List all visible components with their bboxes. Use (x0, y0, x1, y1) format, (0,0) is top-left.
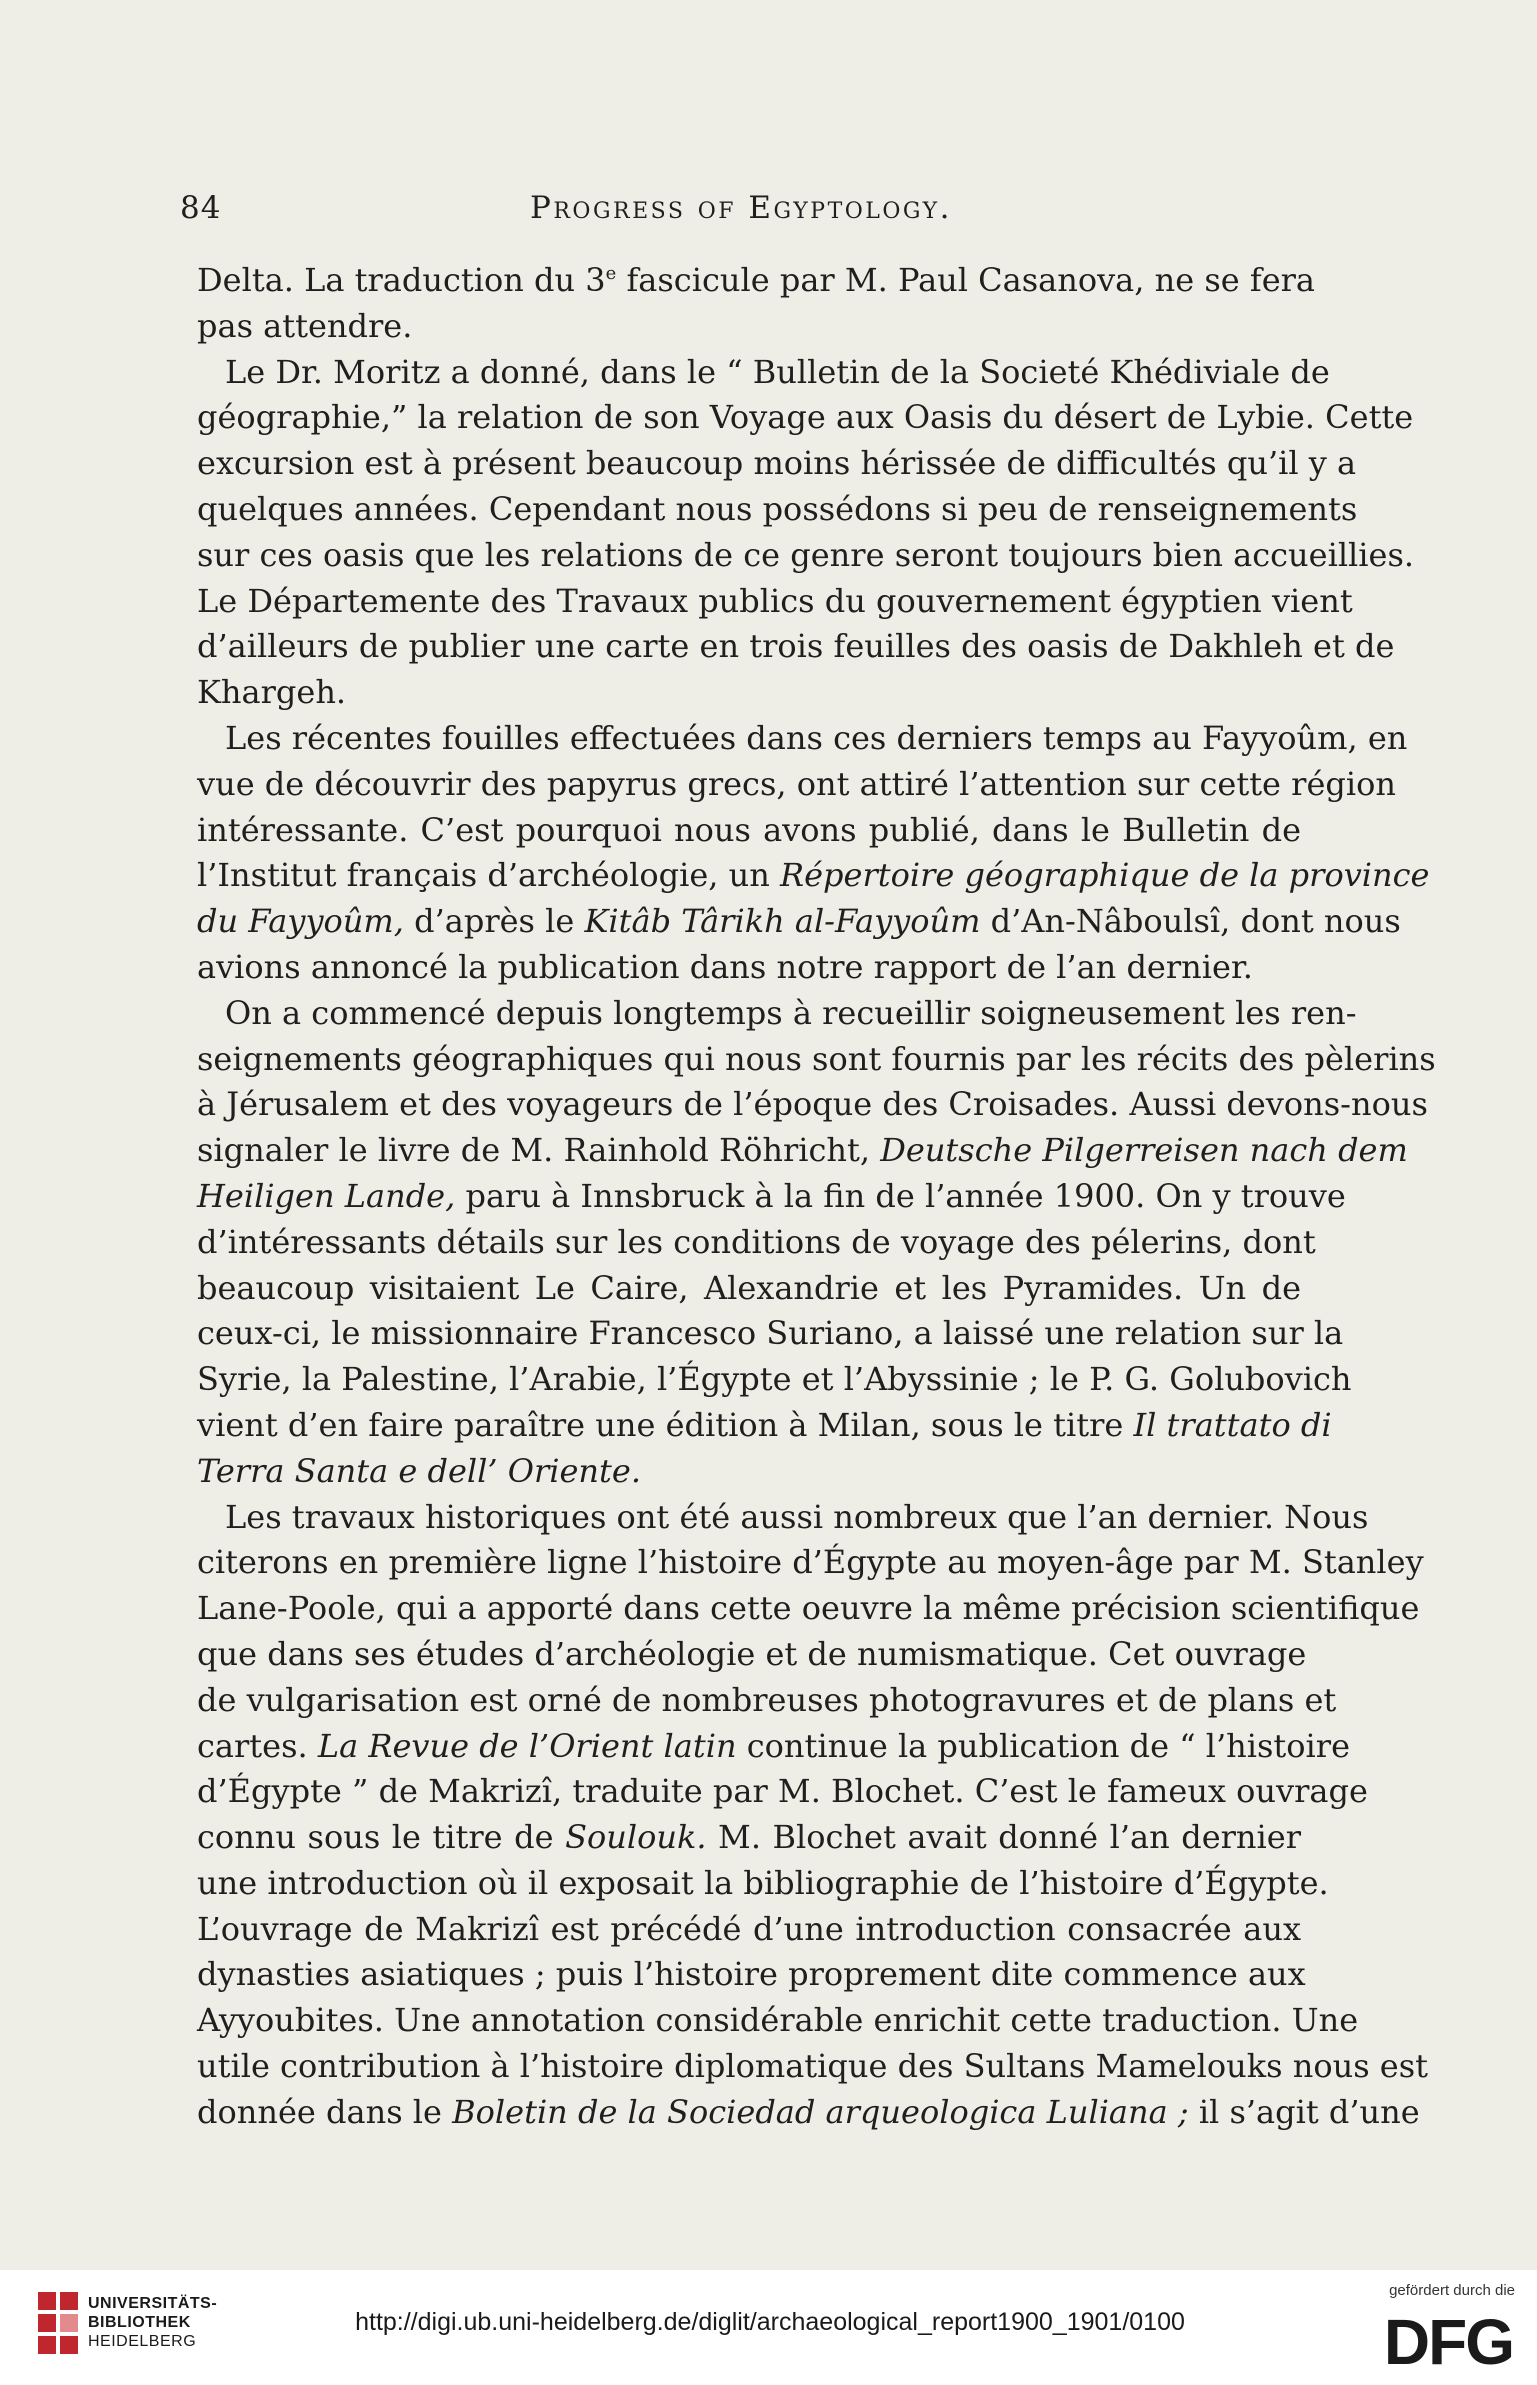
text-segment: l’Institut français d’archéologie, un (197, 856, 780, 895)
funding-note: gefördert durch die (1389, 2282, 1515, 2299)
text-segment: Les récentes fouilles effectuées dans ces derniers temps au Fayyoûm, en (225, 718, 1408, 757)
text-line (197, 579, 1353, 625)
text-line (197, 441, 1357, 487)
text-segment: à Jérusalem et des voyageurs de l’époque des Croisades. Aussi devons-nous (197, 1085, 1428, 1124)
italic-text: Heiligen Lande, (197, 1176, 456, 1215)
text-line (197, 1082, 1428, 1128)
text-segment: il s’agit d’une (1188, 2092, 1420, 2131)
text-line (197, 395, 1414, 441)
text-line (197, 1357, 1352, 1403)
text-line (197, 853, 1430, 899)
italic-text: Kitâb Târikh al-Fayyoûm (584, 902, 981, 941)
text-line (197, 991, 1357, 1037)
text-line (197, 808, 1301, 854)
text-segment: une introduction où il exposait la bibliographie de l’histoire d’Égypte. (197, 1863, 1329, 1902)
text-segment: sur ces oasis que les relations de ce genre seront toujours bien accueillies. (197, 535, 1415, 574)
text-segment: dynasties asiatiques ; puis l’histoire proprement dite commence aux (197, 1955, 1306, 1994)
text-segment: Ayyoubites. Une annotation considérable enrichit cette traduction. Une (197, 2001, 1359, 2040)
italic-text: Terra Santa e dell’ Oriente. (197, 1451, 641, 1490)
text-segment: d’après le (403, 902, 585, 941)
text-line (197, 2090, 1420, 2136)
text-segment: donnée dans le (197, 2092, 453, 2131)
text-segment: Lane-Poole, qui a apporté dans cette oeuvre la même précision scientifique (197, 1589, 1420, 1628)
text-line (197, 1861, 1329, 1907)
italic-text: Il trattato di (1133, 1405, 1332, 1444)
running-head (180, 190, 1317, 230)
body-text (197, 258, 1436, 2136)
text-line (197, 1311, 1344, 1357)
text-segment: vue de découvrir des papyrus grecs, ont attiré l’attention sur cette région (197, 764, 1396, 803)
text-segment: paru à Innsbruck à la fin de l’année 1900. On y trouve (455, 1176, 1346, 1215)
text-segment: continue la publication de “ l’histoire (736, 1726, 1350, 1765)
text-segment: pas attendre. (197, 306, 413, 345)
text-segment: beaucoup visitaient Le Caire, Alexandrie et les Pyramides. Un de (197, 1268, 1301, 1307)
library-name-line3: HEIDELBERG (88, 2333, 197, 2350)
text-line (197, 1998, 1359, 2044)
text-segment: Khargeh. (197, 673, 347, 712)
text-line (197, 1632, 1307, 1678)
text-line (197, 1678, 1337, 1724)
text-segment: Les travaux historiques ont été aussi nombreux que l’an dernier. Nous (225, 1497, 1369, 1536)
text-segment: d’intéressants détails sur les conditions de voyage des pélerins, dont (197, 1222, 1316, 1261)
italic-text: Soulouk. (565, 1818, 707, 1857)
text-segment: utile contribution à l’histoire diplomatique des Sultans Mamelouks nous est (197, 2047, 1429, 2086)
text-segment: M. Blochet avait donné l’an dernier (706, 1818, 1302, 1857)
text-segment: d’An-Nâboulsî, dont nous (980, 902, 1401, 941)
text-segment: excursion est à présent beaucoup moins hérissée de difficultés qu’il y a (197, 444, 1357, 483)
text-line (197, 1220, 1316, 1266)
text-segment: d’ailleurs de publier une carte en trois feuilles des oasis de Dakhleh et de (197, 627, 1395, 666)
library-name (88, 2294, 217, 2351)
text-segment: de vulgarisation est orné de nombreuses photogravures et de plans et (197, 1680, 1337, 1719)
text-line (197, 899, 1401, 945)
italic-text: Deutsche Pilgerreisen nach dem (880, 1131, 1408, 1170)
text-line (197, 1724, 1350, 1770)
italic-text: Répertoire géographique de la province (779, 856, 1430, 895)
text-segment: quelques années. Cependant nous possédons si peu de renseignements (197, 489, 1358, 528)
text-line (197, 258, 1315, 304)
italic-text: Boletin de la Sociedad arqueologica Luliana ; (452, 2092, 1189, 2131)
text-segment: seignements géographiques qui nous sont fournis par les récits des pèlerins (197, 1039, 1436, 1078)
text-segment: On a commencé depuis longtemps à recueillir soigneusement les ren- (225, 993, 1357, 1032)
text-segment: citerons en première ligne l’histoire d’Égypte au moyen-âge par M. Stanley (197, 1543, 1424, 1582)
text-line (197, 1449, 1301, 1495)
running-title: Progress of Egyptology. (530, 190, 952, 226)
text-line (197, 716, 1408, 762)
text-segment: connu sous le titre de (197, 1818, 566, 1857)
text-line (197, 304, 1301, 350)
text-line (197, 1037, 1436, 1083)
italic-text: du Fayyoûm, (197, 902, 404, 941)
text-segment: vient d’en faire paraître une édition à Milan, sous le titre (197, 1405, 1134, 1444)
superscript-text: e (605, 263, 617, 284)
text-line (197, 624, 1395, 670)
university-library-logo-icon (36, 2290, 82, 2366)
text-segment: L’ouvrage de Makrizî est précédé d’une introduction consacrée aux (197, 1909, 1301, 1948)
text-segment: Syrie, la Palestine, l’Arabie, l’Égypte et l’Abyssinie ; le P. G. Golubovich (197, 1360, 1352, 1399)
text-segment: Le Départemente des Travaux publics du gouvernement égyptien vient (197, 581, 1353, 620)
text-line (197, 2044, 1429, 2090)
text-segment: intéressante. C’est pourquoi nous avons publié, dans le Bulletin de (197, 810, 1301, 849)
text-line (197, 1495, 1369, 1541)
library-name-line1: UNIVERSITÄTS- (88, 2295, 218, 2312)
text-segment: ceux-ci, le missionnaire Francesco Suriano, a laissé une relation sur la (197, 1314, 1344, 1353)
text-segment: d’Égypte ” de Makrizî, traduite par M. Blochet. C’est le fameux ouvrage (197, 1772, 1368, 1811)
text-line (197, 1586, 1420, 1632)
page-number: 84 (180, 190, 222, 226)
text-line (197, 533, 1415, 579)
library-name-line2: BIBLIOTHEK (88, 2314, 191, 2331)
text-segment: signaler le livre de M. Rainhold Röhricht, (197, 1131, 881, 1170)
text-segment: géographie,” la relation de son Voyage aux Oasis du désert de Lybie. Cette (197, 398, 1414, 437)
text-segment: Le Dr. Moritz a donné, dans le “ Bulletin de la Societé Khédiviale de (225, 352, 1330, 391)
text-line (197, 1174, 1346, 1220)
dfg-logo: DFG (1383, 2306, 1513, 2378)
text-segment: fascicule par M. Paul Casanova, ne se fera (616, 261, 1315, 299)
text-line (197, 350, 1330, 396)
text-line (197, 1769, 1368, 1815)
text-line (197, 670, 1301, 716)
text-line (197, 1952, 1306, 1998)
text-segment: que dans ses études d’archéologie et de numismatique. Cet ouvrage (197, 1634, 1307, 1673)
digitization-footer (0, 2270, 1537, 2385)
text-line (197, 1540, 1424, 1586)
text-segment: avions annoncé la publication dans notre rapport de l’an dernier. (197, 947, 1253, 986)
text-line (197, 1907, 1301, 1953)
text-line (197, 945, 1301, 991)
text-line (197, 1266, 1301, 1312)
text-line (197, 1403, 1332, 1449)
text-segment: Delta. La traduction du 3 (197, 261, 606, 299)
text-line (197, 1815, 1301, 1861)
text-line (197, 1128, 1408, 1174)
permalink-url[interactable]: http://digi.ub.uni-heidelberg.de/diglit/archaeological_report1900_1901/0100 (355, 2308, 1185, 2336)
text-line (197, 487, 1358, 533)
text-line (197, 762, 1396, 808)
text-segment: cartes. (197, 1726, 318, 1765)
italic-text: La Revue de l’Orient latin (317, 1726, 737, 1765)
